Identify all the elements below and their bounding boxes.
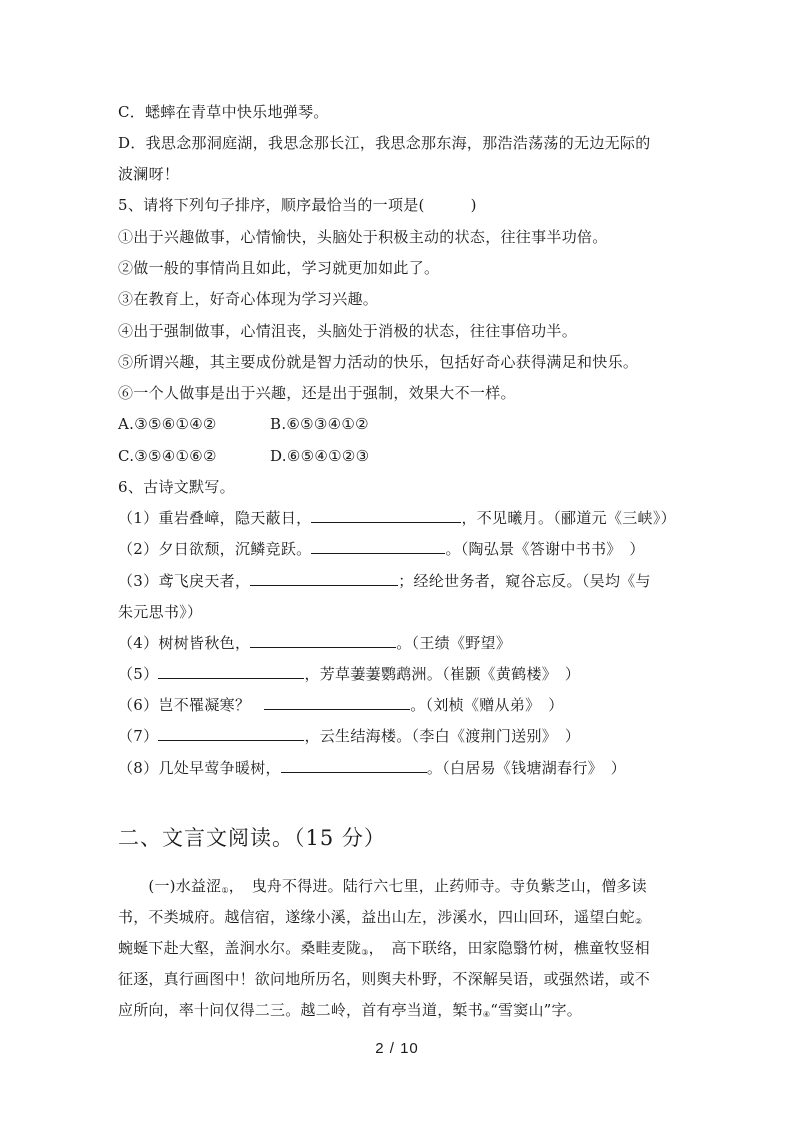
footnote-marker: ② <box>634 917 643 926</box>
poem-1-prefix: （1）重岩叠嶂，隐天蔽日， <box>118 509 312 527</box>
section-heading: 二、文言文阅读。（15 分） <box>118 826 386 850</box>
answer-options-row-1 <box>118 414 369 434</box>
poem-item-8 <box>118 758 626 778</box>
option-a: A.③⑤⑥①④② <box>118 415 217 433</box>
poem-item-5 <box>118 664 580 684</box>
footnote-marker: ① <box>221 886 229 895</box>
poem-item-7 <box>118 726 580 746</box>
passage-text: (一)水益涩 <box>118 877 222 895</box>
passage-text: 征逐，真行画图中！欲问地所历名，则舆夫朴野，不深解吴语，或强然诺，或不 <box>118 970 651 988</box>
sentence-3: ③在教育上，好奇心体现为学习兴趣。 <box>118 290 379 308</box>
answer-blank[interactable] <box>281 758 427 773</box>
poem-item-3 <box>118 571 651 591</box>
poem-4-prefix: （4）树树皆秋色， <box>118 634 251 652</box>
answer-options-row-2 <box>118 446 369 466</box>
poem-3-suffix: ；经纶世务者，窥谷忘反。（吴均《与 <box>398 572 651 590</box>
answer-blank[interactable] <box>158 664 304 679</box>
passage-text: 应所向，率十问仅得二三。越二岭，首有亭当道，椠书 <box>118 1001 483 1019</box>
passage-line-5 <box>118 1000 678 1023</box>
page-number: 2 / 10 <box>375 1040 419 1057</box>
question-6-prompt: 6、古诗文默写。 <box>118 478 235 496</box>
poem-item-3-continued: 朱元思书》） <box>118 603 203 621</box>
footnote-marker: ③ <box>361 948 369 957</box>
passage-text: ， 高下联络，田家隐翳竹树，樵童牧竖相 <box>368 939 650 957</box>
poem-2-suffix: 。（陶弘景《答谢中书书》 ） <box>445 540 645 558</box>
poem-item-4 <box>118 633 511 653</box>
passage-line-2 <box>118 907 678 930</box>
option-d-text-line1: D．我思念那洞庭湖，我思念那长江，我思念那东海，那浩浩荡荡的无边无际的 <box>118 134 651 152</box>
sentence-2: ②做一般的事情尚且如此，学习就更加如此了。 <box>118 259 440 277</box>
passage-text: ， 曳舟不得进。陆行六七里，止药师寺。寺负紫芝山，僧多读 <box>228 877 647 895</box>
option-c-text: C．蟋蟀在青草中快乐地弹琴。 <box>118 103 329 121</box>
option-c: C.③⑤④①⑥② <box>118 447 217 465</box>
poem-6-suffix: 。（刘桢《赠从弟》 ） <box>410 696 564 714</box>
answer-blank[interactable] <box>158 726 304 741</box>
poem-7-prefix: （7） <box>118 727 159 745</box>
passage-text: 蜿蜒下赴大壑，盖涧水尔。桑畦麦陇 <box>118 939 362 957</box>
answer-blank[interactable] <box>264 695 410 710</box>
sentence-5: ⑤所谓兴趣，其主要成份就是智力活动的快乐，包括好奇心获得满足和快乐。 <box>118 353 639 371</box>
poem-8-prefix: （8）几处早莺争暖树， <box>118 759 281 777</box>
poem-1-suffix: ，不见曦月。（郦道元《三峡》） <box>461 509 676 527</box>
answer-blank[interactable] <box>311 508 461 523</box>
poem-item-6 <box>118 695 564 715</box>
poem-8-suffix: 。（白居易《钱塘湖春行》 ） <box>426 759 627 777</box>
answer-blank[interactable] <box>250 633 396 648</box>
sentence-6: ⑥一个人做事是出于兴趣，还是出于强制，效果大不一样。 <box>118 384 516 402</box>
passage-line-1 <box>118 876 678 899</box>
poem-item-1 <box>118 508 676 528</box>
poem-item-2 <box>118 539 645 559</box>
sentence-4: ④出于强制做事，心情沮丧，头脑处于消极的状态，往往事倍功半。 <box>118 322 578 340</box>
answer-blank[interactable] <box>311 539 445 554</box>
option-d-text-line2: 波澜呀！ <box>118 165 180 183</box>
option-d: D.⑥⑤④①②③ <box>270 447 370 465</box>
question-5-prompt: 5、请将下列句子排序，顺序最恰当的一项是( ) <box>118 196 477 214</box>
passage-line-4 <box>118 969 678 989</box>
passage-line-3 <box>118 938 678 961</box>
answer-blank[interactable] <box>250 571 398 586</box>
passage-text: “雪窦山”字。 <box>490 1001 582 1019</box>
poem-6-prefix: （6）岂不罹凝寒？ <box>118 696 251 714</box>
option-b: B.⑥⑤③④①② <box>270 415 369 433</box>
sentence-1: ①出于兴趣做事，心情愉快，头脑处于积极主动的状态，往往事半功倍。 <box>118 228 608 246</box>
poem-5-prefix: （5） <box>118 665 159 683</box>
poem-3-prefix: （3）鸢飞戾天者， <box>118 572 251 590</box>
poem-4-suffix: 。（王绩《野望》 <box>396 634 512 652</box>
poem-7-suffix: ，云生结海楼。（李白《渡荆门送别》 ） <box>304 727 581 745</box>
passage-text: 书，不类城府。越信宿，遂缘小溪，益出山左，涉溪水，四山回环，遥望白蛇 <box>118 908 635 926</box>
poem-2-prefix: （2）夕日欲颓，沉鳞竞跃。 <box>118 540 312 558</box>
poem-5-suffix: ，芳草萋萋鹦鹉洲。（崔颢《黄鹤楼》 ） <box>304 665 581 683</box>
footnote-marker: ④ <box>482 1010 491 1019</box>
